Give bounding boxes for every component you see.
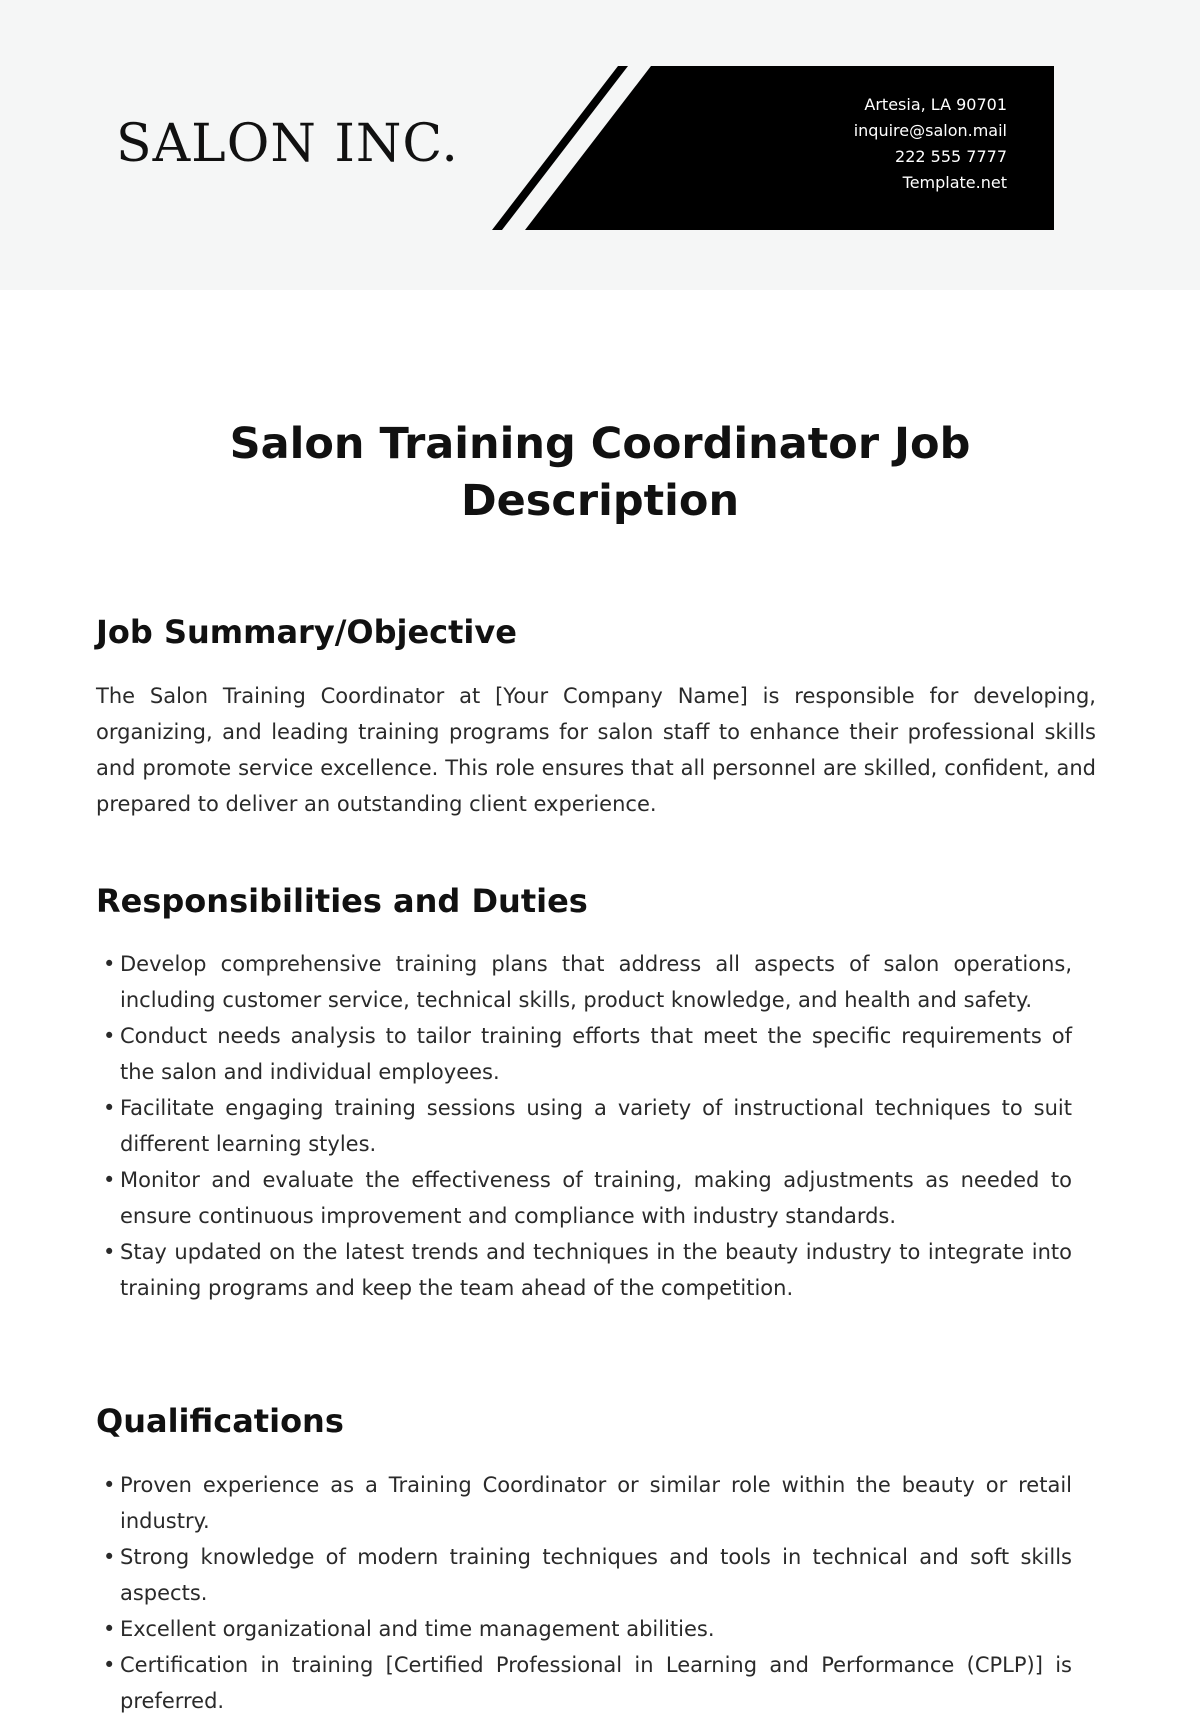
contact-address: Artesia, LA 90701 [864, 95, 1007, 114]
page-title-line1: Salon Training Coordinator Job [229, 419, 971, 469]
contact-email: inquire@salon.mail [853, 121, 1007, 140]
list-item [96, 1647, 1072, 1719]
letterhead-header [0, 0, 1200, 290]
contact-phone: 222 555 7777 [895, 147, 1007, 166]
qualifications-list [96, 1467, 1072, 1719]
bullet-icon: • [103, 1240, 116, 1264]
list-item-text: Strong knowledge of modern training techniques and tools in technical and soft skills aspects. [120, 1545, 1072, 1605]
bullet-icon: • [103, 1545, 116, 1569]
page-title [96, 416, 1104, 530]
list-item-text: Certification in training [Certified Professional in Learning and Performance (CPLP)] is preferred. [120, 1653, 1072, 1713]
bullet-icon: • [103, 1024, 116, 1048]
bullet-icon: • [103, 1653, 116, 1677]
list-item-text: Monitor and evaluate the effectiveness of training, making adjustments as needed to ensure continuous improvement and compliance with industry standards. [120, 1168, 1072, 1228]
list-item [96, 1162, 1072, 1234]
list-item [96, 946, 1072, 1018]
list-item-text: Proven experience as a Training Coordinator or similar role within the beauty or retail industry. [120, 1473, 1072, 1533]
list-item-text: Excellent organizational and time management abilities. [120, 1617, 715, 1641]
contact-website: Template.net [902, 173, 1007, 192]
bullet-icon: • [103, 1096, 116, 1120]
list-item [96, 1539, 1072, 1611]
bullet-icon: • [103, 1473, 116, 1497]
responsibilities-heading: Responsibilities and Duties [96, 882, 588, 920]
company-logo: SALON INC. [116, 114, 459, 174]
qualifications-heading: Qualifications [96, 1402, 344, 1440]
summary-paragraph: The Salon Training Coordinator at [Your Company Name] is responsible for developing, organizing, and leading training programs for salon staff to enhance their professional skills and promote service excellence. This role ensures that all personnel are skilled, confident, and prepared to deliver an outstanding client experience. [96, 684, 1096, 816]
list-item [96, 1090, 1072, 1162]
list-item [96, 1018, 1072, 1090]
page-title-line2: Description [460, 476, 740, 526]
contact-block [854, 92, 1007, 196]
list-item-text: Develop comprehensive training plans that address all aspects of salon operations, including customer service, technical skills, product knowledge, and health and safety. [120, 952, 1072, 1012]
contact-banner [0, 0, 1200, 290]
list-item [96, 1611, 1072, 1647]
list-item [96, 1467, 1072, 1539]
bullet-icon: • [103, 1168, 116, 1192]
summary-heading: Job Summary/Objective [96, 613, 517, 651]
list-item-text: Stay updated on the latest trends and techniques in the beauty industry to integrate into training programs and keep the team ahead of the competition. [120, 1240, 1072, 1300]
list-item-text: Facilitate engaging training sessions using a variety of instructional techniques to suit different learning styles. [120, 1096, 1072, 1156]
bullet-icon: • [103, 1617, 116, 1641]
responsibilities-list [96, 946, 1072, 1306]
bullet-icon: • [103, 952, 116, 976]
list-item-text: Conduct needs analysis to tailor training efforts that meet the specific requirements of the salon and individual employees. [120, 1024, 1072, 1084]
list-item [96, 1234, 1072, 1306]
